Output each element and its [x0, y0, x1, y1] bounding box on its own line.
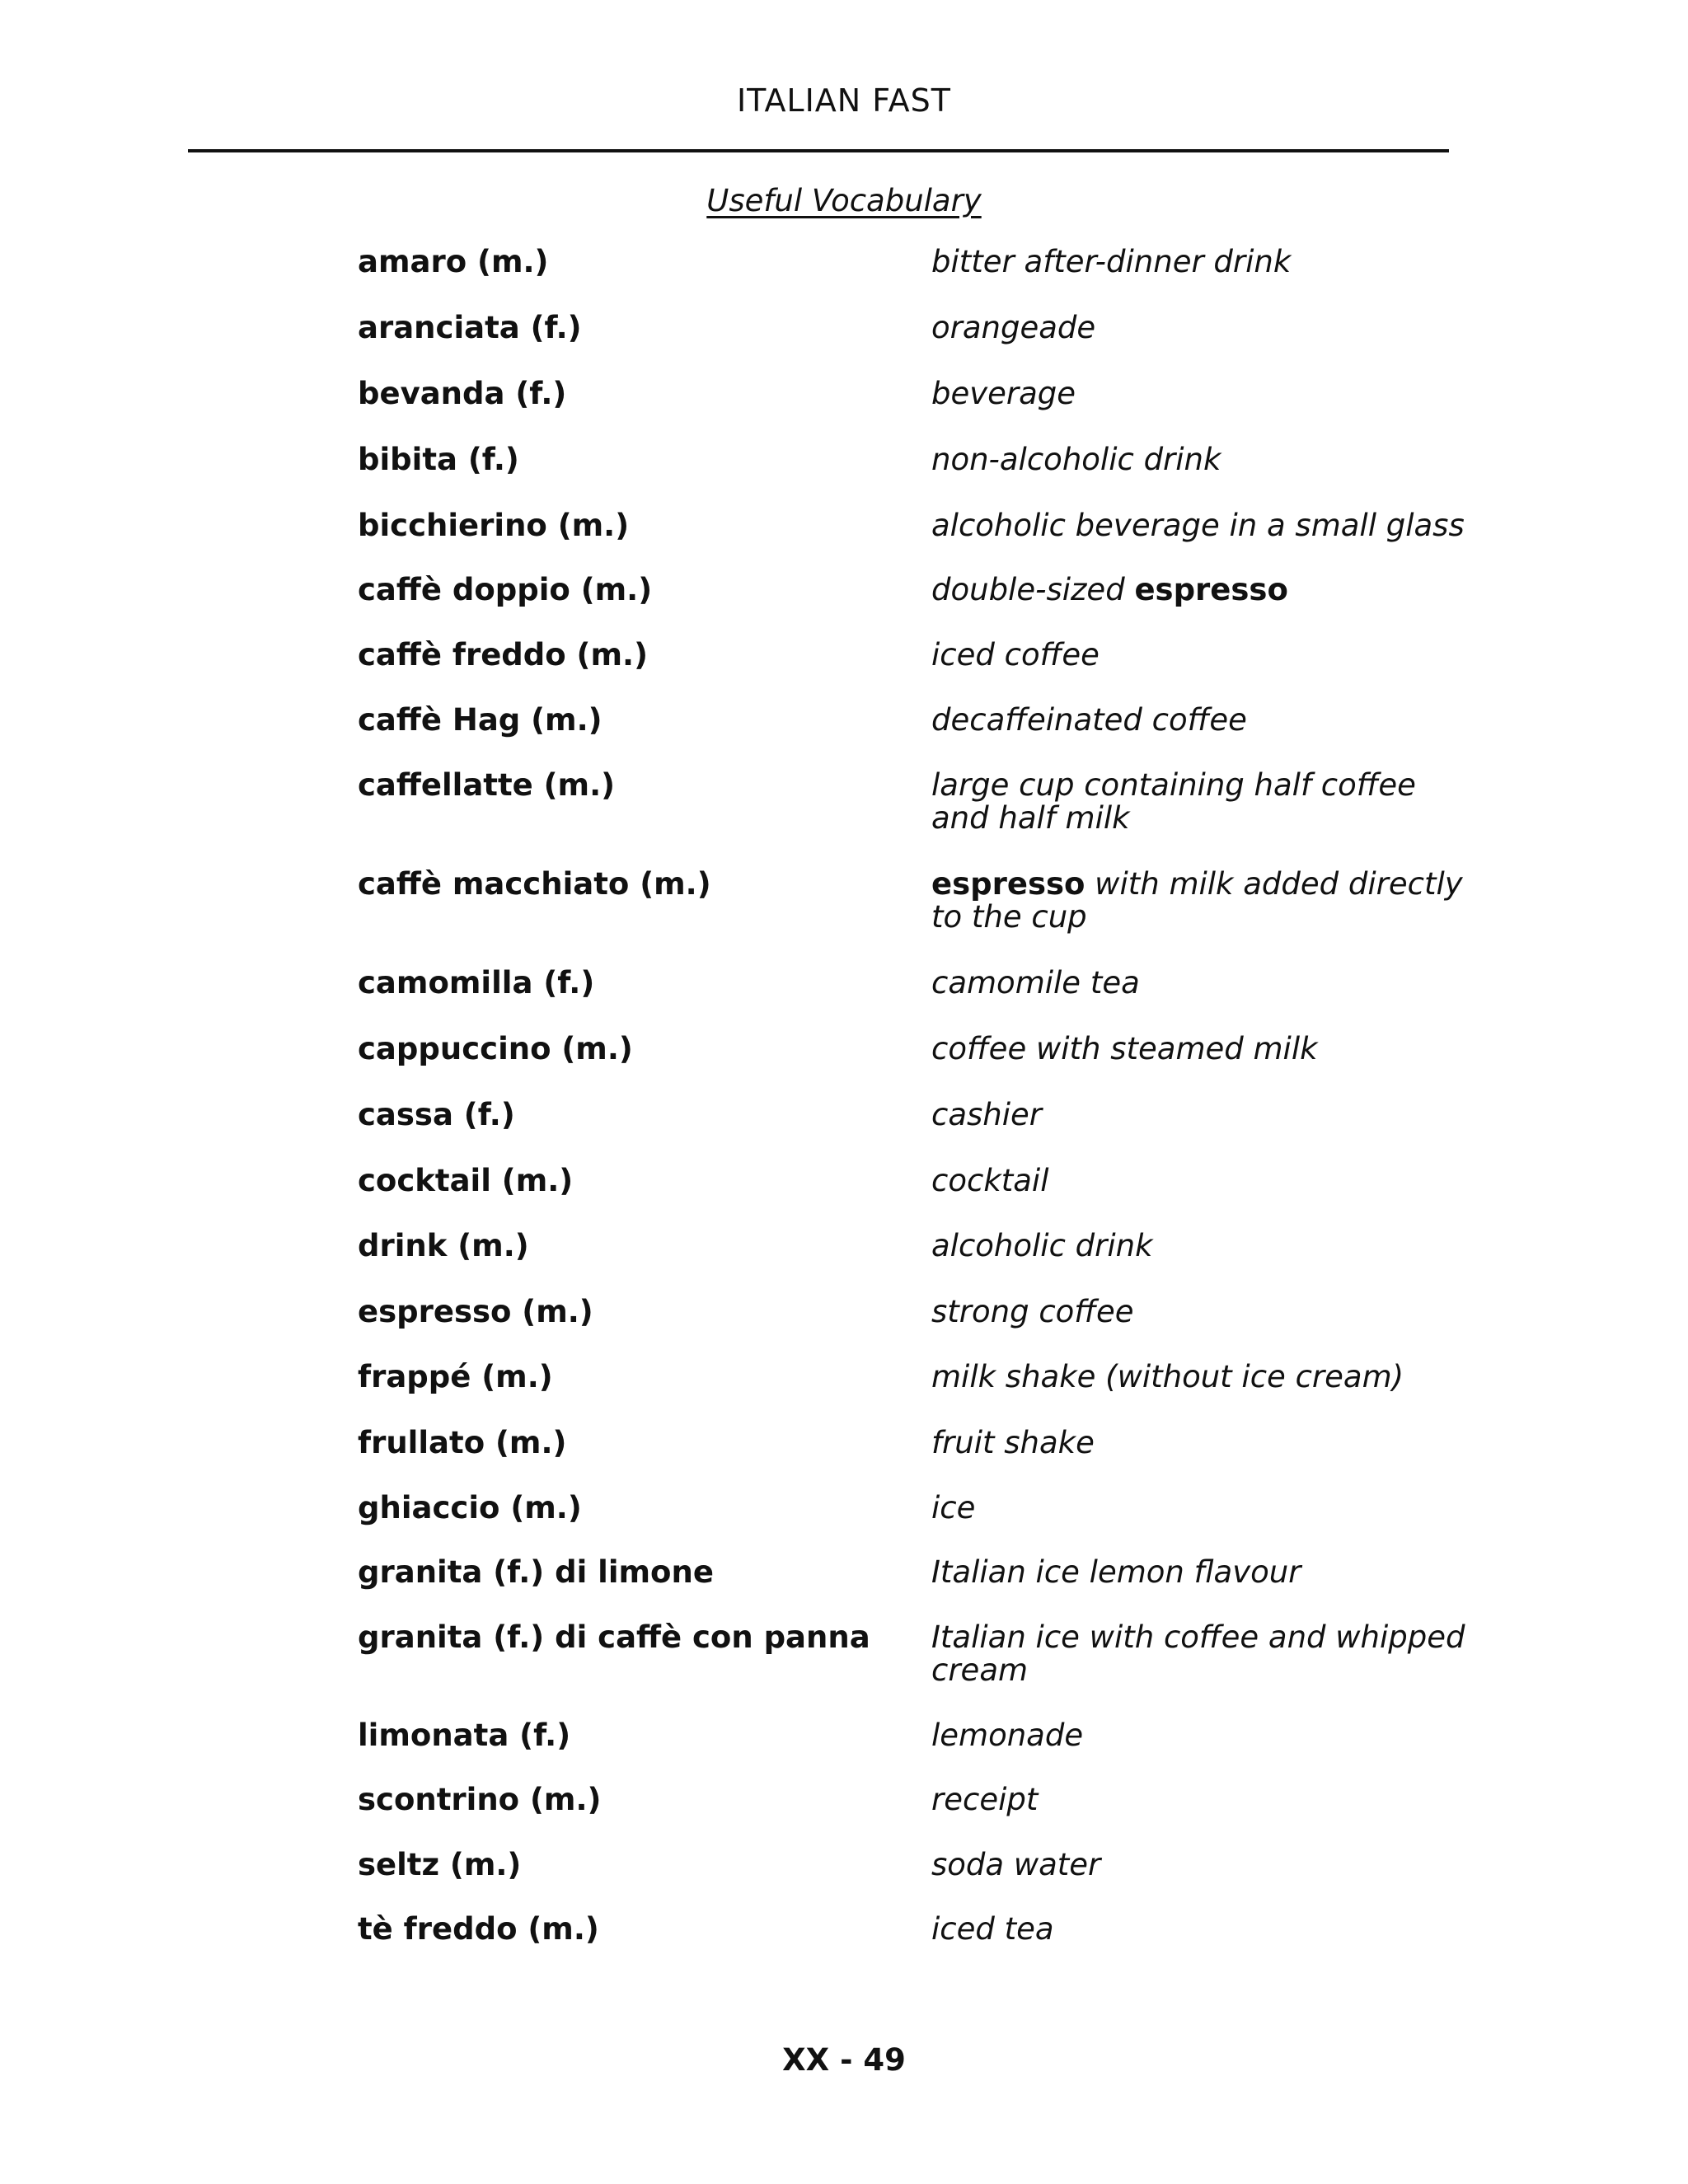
vocab-meaning: ice	[931, 1490, 976, 1526]
vocab-meaning: camomile tea	[931, 965, 1140, 1001]
vocab-meaning: strong coffee	[931, 1294, 1134, 1329]
vocab-term: camomilla (f.)	[358, 965, 595, 1001]
section-title: Useful Vocabulary	[706, 183, 982, 218]
vocab-term: caffellatte (m.)	[358, 767, 616, 803]
vocab-term: bicchierino (m.)	[358, 508, 630, 543]
page-number: XX - 49	[782, 2042, 906, 2078]
vocab-term: frullato (m.)	[358, 1425, 567, 1460]
vocab-term: cappuccino (m.)	[358, 1031, 633, 1066]
vocab-row	[0, 1719, 1688, 1777]
vocab-row	[0, 1427, 1688, 1484]
vocab-meaning: Italian ice lemon flavour	[931, 1554, 1301, 1590]
vocab-meaning: iced coffee	[931, 637, 1100, 673]
vocab-row	[0, 704, 1688, 762]
meaning-italic-part: double-sized	[931, 572, 1135, 607]
vocab-row	[0, 767, 1688, 836]
vocab-row	[0, 639, 1688, 696]
vocab-meaning	[931, 574, 1475, 607]
vocab-meaning: alcoholic drink	[931, 1228, 1153, 1263]
vocab-meaning: large cup containing half coffee and half milk	[931, 767, 1416, 836]
vocab-term: caffè freddo (m.)	[358, 637, 648, 673]
vocab-term: limonata (f.)	[358, 1718, 571, 1753]
vocab-row	[0, 1556, 1688, 1614]
vocab-term: bibita (f.)	[358, 442, 519, 477]
vocab-row	[0, 1099, 1688, 1156]
vocab-row	[0, 1619, 1688, 1688]
vocab-term: drink (m.)	[358, 1228, 529, 1263]
vocab-row	[0, 1913, 1688, 1971]
vocab-term: bevanda (f.)	[358, 376, 567, 411]
vocab-term: caffè macchiato (m.)	[358, 866, 711, 902]
vocab-term: caffè Hag (m.)	[358, 702, 603, 738]
running-head: ITALIAN FAST	[736, 82, 952, 119]
vocab-meaning: alcoholic beverage in a small glass	[931, 508, 1465, 543]
vocab-row	[0, 1783, 1688, 1841]
meaning-italic-part: with milk added directly to the cup	[931, 866, 1463, 935]
vocab-row	[0, 1361, 1688, 1418]
vocab-row	[0, 443, 1688, 501]
vocab-term: tè freddo (m.)	[358, 1911, 599, 1947]
vocab-meaning	[931, 868, 1475, 934]
vocab-term: aranciata (f.)	[358, 310, 582, 345]
vocab-meaning: cocktail	[931, 1163, 1049, 1198]
vocab-term: seltz (m.)	[358, 1847, 522, 1882]
vocab-row	[0, 246, 1688, 303]
vocab-row	[0, 1033, 1688, 1090]
vocab-meaning: non-alcoholic drink	[931, 442, 1221, 477]
vocab-meaning: decaffeinated coffee	[931, 702, 1247, 738]
vocab-meaning: cashier	[931, 1097, 1042, 1132]
vocab-row	[0, 1849, 1688, 1906]
vocab-meaning: soda water	[931, 1847, 1101, 1882]
vocab-row	[0, 312, 1688, 369]
vocab-term: granita (f.) di caffè con panna	[358, 1619, 870, 1655]
vocab-row	[0, 967, 1688, 1024]
vocab-term: amaro (m.)	[358, 244, 549, 279]
meaning-bold-part: espresso	[1134, 572, 1288, 607]
vocab-term: espresso (m.)	[358, 1294, 593, 1329]
vocab-meaning: orangeade	[931, 310, 1096, 345]
vocab-row	[0, 509, 1688, 567]
vocab-meaning: bitter after-dinner drink	[931, 244, 1292, 279]
vocab-term: frappé (m.)	[358, 1359, 553, 1394]
vocab-row	[0, 1296, 1688, 1353]
vocab-meaning: lemonade	[931, 1718, 1084, 1753]
vocab-row	[0, 1165, 1688, 1222]
vocab-term: ghiaccio (m.)	[358, 1490, 582, 1526]
vocab-term: granita (f.) di limone	[358, 1554, 714, 1590]
vocab-row	[0, 1492, 1688, 1549]
vocab-row	[0, 1230, 1688, 1287]
vocab-term: caffè doppio (m.)	[358, 572, 653, 607]
vocab-term: scontrino (m.)	[358, 1782, 602, 1817]
vocab-row	[0, 377, 1688, 435]
vocab-row	[0, 574, 1688, 631]
vocab-meaning: coffee with steamed milk	[931, 1031, 1318, 1066]
vocab-row	[0, 866, 1688, 935]
vocab-meaning: Italian ice with coffee and whipped cream	[931, 1619, 1465, 1688]
header-rule	[188, 149, 1449, 152]
meaning-bold-part: espresso	[931, 866, 1085, 902]
vocab-meaning: milk shake (without ice cream)	[931, 1359, 1404, 1394]
vocab-term: cassa (f.)	[358, 1097, 515, 1132]
vocab-meaning: fruit shake	[931, 1425, 1095, 1460]
vocab-meaning: beverage	[931, 376, 1076, 411]
vocab-meaning: receipt	[931, 1782, 1039, 1817]
vocab-term: cocktail (m.)	[358, 1163, 574, 1198]
vocab-meaning: iced tea	[931, 1911, 1054, 1947]
